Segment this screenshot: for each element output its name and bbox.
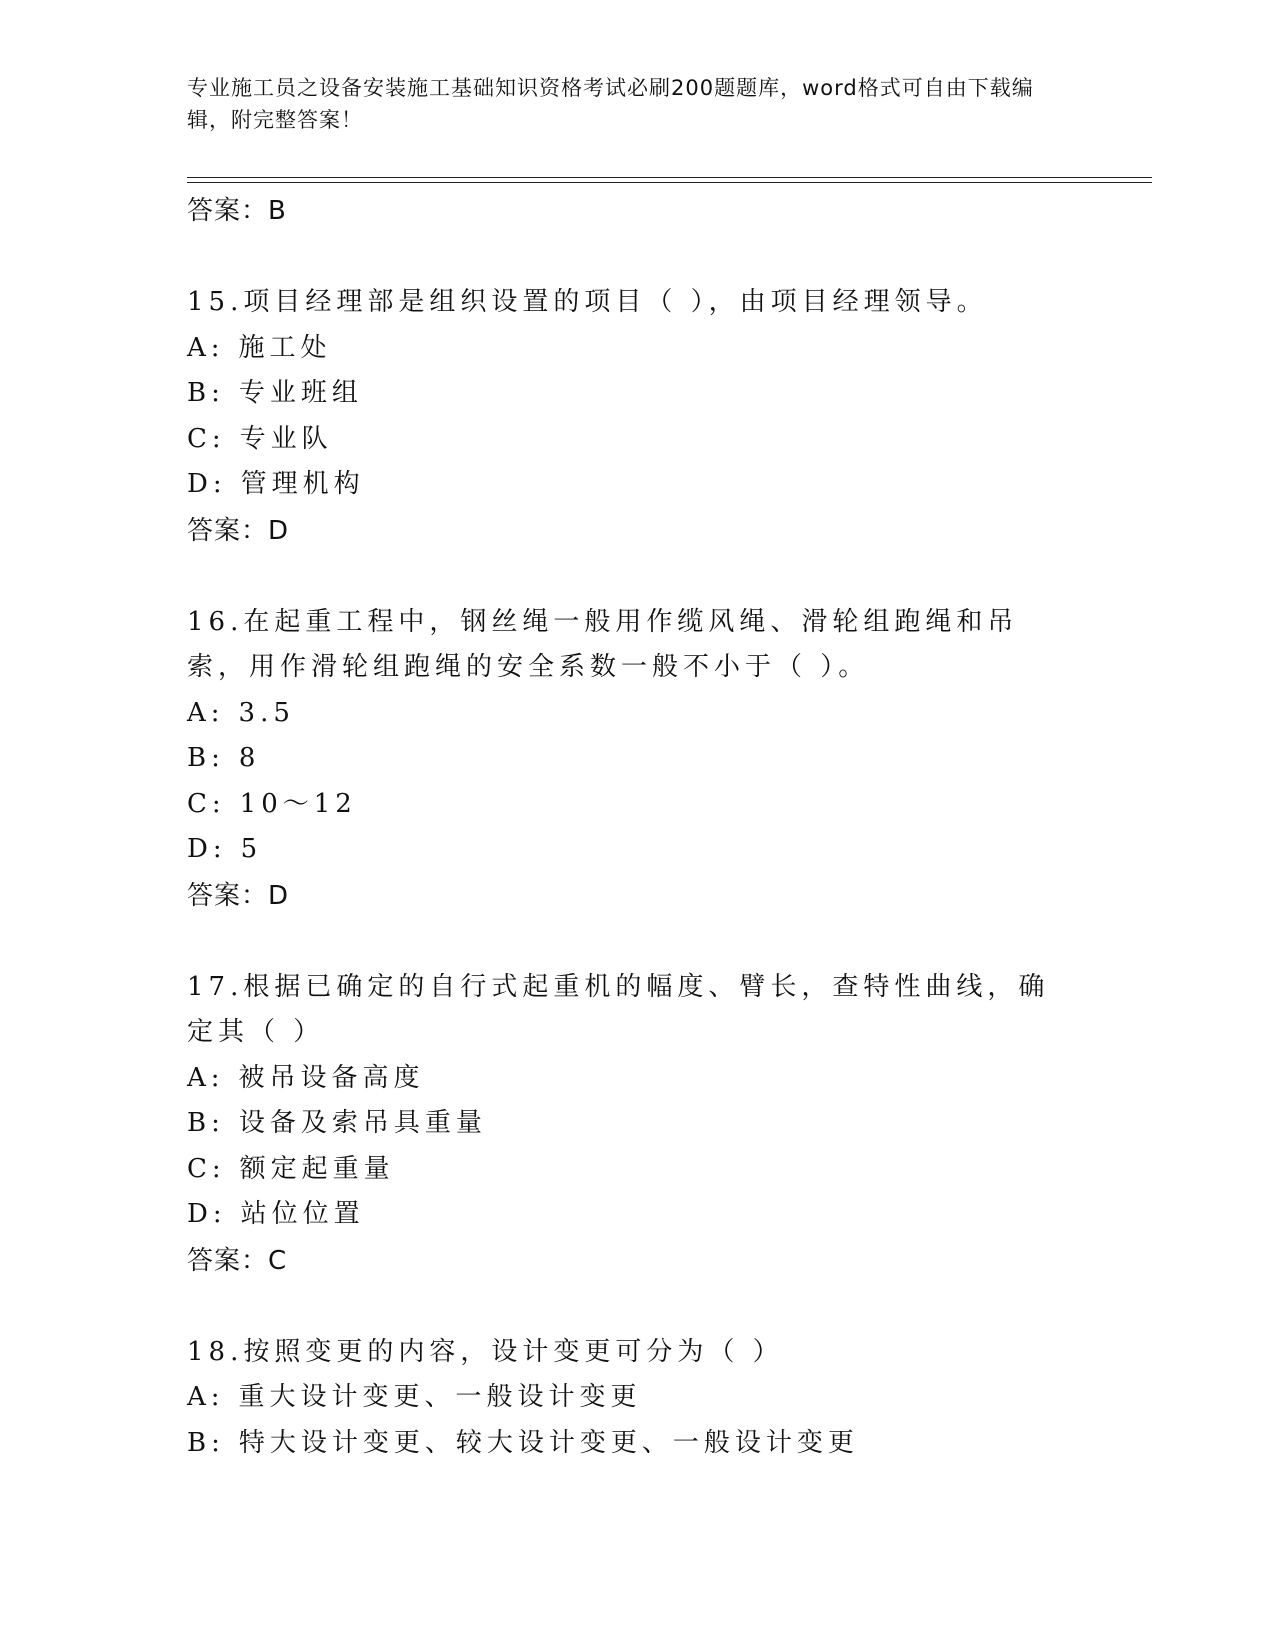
option-letter: B:: [187, 743, 225, 773]
option-text: 3.5: [238, 697, 295, 728]
question-text: 16.在起重工程中，钢丝绳一般用作缆风绳、滑轮组跑绳和吊索，用作滑轮组跑绳的安全系数一般不小于（ ）。: [187, 606, 1019, 682]
option-letter: A:: [187, 332, 225, 363]
option-text: 重大设计变更、一般设计变更: [238, 1382, 642, 1412]
option-text: 5: [240, 834, 263, 864]
question-block: [187, 600, 1087, 919]
spacer: [187, 1284, 1087, 1330]
answer-value: D: [268, 515, 290, 546]
question-text: 17.根据已确定的自行式起重机的幅度、臂长，查特性曲线，确定其（ ）: [187, 971, 1050, 1047]
answer-line: [187, 1238, 1087, 1284]
spacer: [187, 234, 1087, 280]
spacer: [187, 919, 1087, 965]
header-rule-bottom: [187, 182, 1152, 183]
option-text: 管理机构: [240, 469, 365, 499]
answer-line: [187, 188, 1087, 234]
header-rule-top: [187, 177, 1152, 178]
spacer: [187, 554, 1087, 600]
option-text: 被吊设备高度: [238, 1062, 425, 1093]
answer-label: 答案：: [187, 515, 269, 546]
answer-line: [187, 873, 1087, 919]
question-list: [187, 188, 1087, 1466]
question-block: [187, 1330, 1087, 1467]
option-a: [187, 1375, 1087, 1421]
option-letter: D:: [187, 1199, 227, 1229]
option-text: 设备及索吊具重量: [238, 1108, 487, 1138]
option-letter: D:: [187, 469, 227, 499]
option-letter: B:: [187, 1108, 225, 1138]
answer-line: [187, 508, 1087, 554]
option-d: [187, 462, 1087, 508]
option-a: [187, 326, 1087, 372]
option-text: 专业班组: [238, 378, 363, 408]
option-letter: B:: [187, 378, 225, 408]
option-letter: B:: [187, 1427, 225, 1458]
option-b: [187, 1101, 1087, 1147]
option-letter: C:: [187, 1153, 226, 1184]
option-text: 站位位置: [240, 1199, 365, 1229]
option-text: 施工处: [238, 332, 332, 363]
answer-label: 答案：: [187, 880, 269, 911]
option-c: [187, 417, 1087, 463]
option-text: 特大设计变更、较大设计变更、一般设计变更: [238, 1427, 859, 1458]
option-letter: C:: [187, 423, 226, 454]
page-header: 专业施工员之设备安装施工基础知识资格考试必刷200题题库，word格式可自由下载编辑，附完整答案！: [187, 76, 1034, 132]
option-letter: D:: [187, 834, 227, 864]
option-b: [187, 736, 1087, 782]
question-text: 18.按照变更的内容，设计变更可分为（ ）: [187, 1336, 784, 1367]
option-letter: C:: [187, 788, 226, 819]
option-d: [187, 1192, 1087, 1238]
question-block: [187, 965, 1087, 1284]
option-letter: A:: [187, 1062, 225, 1093]
option-text: 8: [238, 743, 261, 773]
answer-label: 答案：: [187, 1245, 269, 1276]
option-letter: A:: [187, 697, 225, 728]
option-c: [187, 1147, 1087, 1193]
answer-value: B: [268, 196, 287, 226]
answer-value: D: [268, 880, 290, 911]
option-a: [187, 691, 1087, 737]
option-b: [187, 1421, 1087, 1467]
question-text: 15.项目经理部是组织设置的项目（ ），由项目经理领导。: [187, 287, 988, 317]
option-d: [187, 827, 1087, 873]
option-text: 额定起重量: [239, 1153, 395, 1184]
option-a: [187, 1056, 1087, 1102]
option-b: [187, 371, 1087, 417]
option-letter: A:: [187, 1382, 225, 1412]
option-text: 专业队: [239, 423, 333, 454]
answer-value: C: [268, 1245, 288, 1276]
option-text: 10～12: [239, 788, 357, 819]
option-c: [187, 782, 1087, 828]
answer-label: 答案：: [187, 196, 269, 226]
question-block: [187, 280, 1087, 554]
